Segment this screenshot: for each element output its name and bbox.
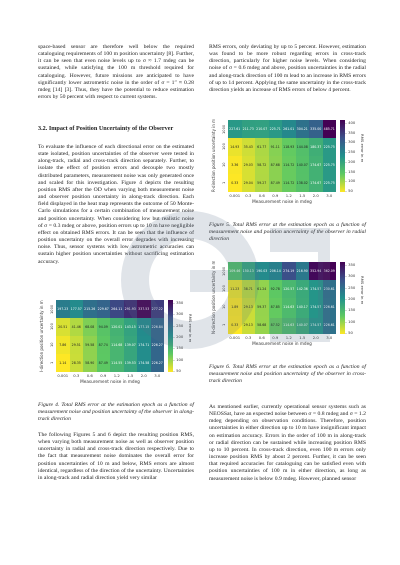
heatmap-cell: 58.72 bbox=[255, 156, 269, 174]
x-axis-label: Measurement noise in mdeg bbox=[252, 341, 312, 346]
colorbar-tick-label: – 100 bbox=[173, 356, 184, 362]
figure-5-caption bbox=[209, 222, 366, 243]
heatmap-cell: 225.75 bbox=[323, 138, 337, 156]
heatmap-cell: 140.07 bbox=[296, 316, 310, 334]
heatmap-cell: 0.33 bbox=[228, 174, 242, 192]
x-tick-label: 0.9 bbox=[100, 373, 107, 378]
heatmap-cell: 87.49 bbox=[97, 354, 111, 372]
y-tick-label: 10 bbox=[50, 342, 54, 348]
heatmap-cell: 362.09 bbox=[323, 262, 337, 280]
heatmap-cell: 206.14 bbox=[269, 262, 283, 280]
x-tick-label: 0.001 bbox=[57, 373, 69, 378]
y-tick-label: 1000 bbox=[222, 124, 226, 134]
heatmap-cell: 174.57 bbox=[309, 316, 323, 334]
heatmap-cell: 177.15 bbox=[137, 318, 151, 336]
heatmap-cell: 87.49 bbox=[269, 174, 283, 192]
x-tick-label: 1.2 bbox=[113, 373, 120, 378]
colorbar-tick-label: – 300 bbox=[173, 311, 184, 317]
heatmap-cell: 109.46 bbox=[228, 262, 242, 280]
y-tick-label: 1 bbox=[222, 181, 226, 185]
x-axis-label: Measurement noise in mdeg bbox=[80, 379, 140, 384]
x-tick-label: 0.6 bbox=[258, 335, 265, 340]
heatmap-cell: 61.24 bbox=[255, 280, 269, 298]
x-tick-label: 3.0 bbox=[326, 335, 333, 340]
heatmap-cell: 485.71 bbox=[323, 120, 337, 138]
y-axis-label: N-direction position uncertainty in m bbox=[211, 260, 216, 334]
heatmap-cell: 140.17 bbox=[296, 298, 310, 316]
colorbar-label: RMS error in m bbox=[360, 276, 365, 305]
heatmap-cell: 29.03 bbox=[242, 156, 256, 174]
figure-6-heatmap bbox=[208, 258, 368, 358]
colorbar-tick-label: – 150 bbox=[345, 307, 356, 313]
heatmap-cell: 114.72 bbox=[282, 156, 296, 174]
colorbar-label: RMS error in m bbox=[360, 134, 365, 163]
paragraph: As mentioned earlier, currently operational sensor systems such as NEOSSat, have an expected noise between σ = 0.8 mdeg and σ = 1.2 mdeg depending on observation conditions. Therefore, position uncertainties in either direction up to 10 m have insignificant impact on estimation accuracy. Errors in the order of 100 m in along-track or radial direction can be sustained while increasing position RMS up to 10 percent. In cross-track direction, even 100 m errors only increase position RMS by about 2 percent. Further, it can be seen that required accuracies for cataloguing can be satisfied even with position uncertainties of 100 m in either direction, as long as measurement noise is below 0.9 mdeg. However, planned sensor bbox=[209, 404, 366, 482]
y-tick-label: 100 bbox=[222, 143, 226, 151]
heatmap-cell: 140.07 bbox=[296, 156, 310, 174]
heatmap-cell: 138.02 bbox=[296, 174, 310, 192]
colorbar-tick-label: – 400 bbox=[345, 120, 356, 125]
heatmap-cell: 211.73 bbox=[242, 120, 256, 138]
x-tick-label: 2.0 bbox=[312, 193, 319, 198]
heatmap-cell: 261.01 bbox=[282, 120, 296, 138]
heatmap-cell: 264.11 bbox=[110, 300, 124, 318]
heatmap-cell: 225.75 bbox=[323, 174, 337, 192]
colorbar-tick-label: – 250 bbox=[173, 322, 184, 328]
heatmap-cell: 118.93 bbox=[282, 138, 296, 156]
colorbar-tick-label: – 100 bbox=[345, 178, 356, 184]
heatmap-cell: 20.51 bbox=[56, 318, 70, 336]
figure-4-caption bbox=[38, 402, 194, 423]
heatmap-cell: 38.71 bbox=[242, 280, 256, 298]
heatmap-cell: 120.57 bbox=[282, 280, 296, 298]
y-tick-label: 1000 bbox=[222, 266, 226, 276]
x-tick-label: 1.2 bbox=[285, 193, 292, 198]
heatmap-cell: 114.68 bbox=[110, 336, 124, 354]
figure-4-heatmap bbox=[36, 296, 196, 396]
paragraph: space-based sensor are therefore well below the required cataloguing requirements of 100 m position uncertainty [8]. Further, it can be seen that even noise levels up to σ ≈ 1.7 mdeg can be sustained, while satisfying the 100 m threshold required for cataloguing. However, future missions are anticipated to have significantly lower astrometric noise in the order of σ = 1″ ≈ 0.28 mdeg [14] [3]. Thus, they have the potential to reduce estimation errors by 50 percent with respect to current systems. bbox=[38, 44, 194, 101]
x-tick-label: 3.0 bbox=[154, 373, 161, 378]
colorbar-tick-label: – 50 bbox=[345, 330, 353, 335]
heatmap-grid bbox=[56, 300, 164, 372]
heatmap-cell: 142.36 bbox=[296, 280, 310, 298]
x-tick-label: 0.3 bbox=[73, 373, 80, 378]
heatmap-cell: 29.13 bbox=[242, 298, 256, 316]
section-heading-block bbox=[38, 125, 194, 132]
heatmap-cell: 352.94 bbox=[309, 262, 323, 280]
heatmap-cell: 150.13 bbox=[242, 262, 256, 280]
heatmap-cell: 29.04 bbox=[242, 174, 256, 192]
y-tick-label: 1 bbox=[222, 323, 226, 327]
heatmap-cell: 139.07 bbox=[124, 336, 138, 354]
x-tick-label: 0.3 bbox=[245, 335, 252, 340]
heatmap-cell: 291.93 bbox=[124, 300, 138, 318]
colorbar-tick-label: – 350 bbox=[345, 262, 356, 267]
colorbar-tick-label: – 250 bbox=[345, 284, 356, 290]
caption-text: Figure 4. Total RMS error at the estimation epoch as a function of measurement noise and position uncertainty of the observer in along-track direction bbox=[38, 402, 194, 422]
heatmap-cell: 59.58 bbox=[83, 336, 97, 354]
heatmap-cell: 216.90 bbox=[296, 262, 310, 280]
paragraph: RMS errors, only deviating by up to 5 percent. However, estimation was found to be more robust regarding errors in cross-track direction, particularly for higher noise levels. When considering noise of σ = 0.6 mdeg and above, position uncertainties in the radial and along-track direction of 100 m lead to an increase in RMS errors of up to 14 percent. Applying the same uncertainty in the cross-track direction yields an increase of RMS errors of below 4 percent. bbox=[209, 44, 366, 93]
x-tick-label: 2.0 bbox=[140, 373, 147, 378]
x-tick-label: 1.5 bbox=[299, 335, 306, 340]
heatmap-cell: 229.67 bbox=[97, 300, 111, 318]
heatmap-cell: 226.27 bbox=[151, 354, 165, 372]
left-column-bottom bbox=[38, 432, 194, 482]
colorbar-tick-label: – 150 bbox=[173, 345, 184, 351]
heatmap-cell: 1.14 bbox=[56, 354, 70, 372]
heatmap-cell: 59.37 bbox=[255, 298, 269, 316]
heatmap-cell: 174.67 bbox=[309, 174, 323, 192]
colorbar-tick-label: – 250 bbox=[345, 149, 356, 155]
left-column-body bbox=[38, 144, 194, 266]
colorbar-tick-label: – 100 bbox=[345, 318, 356, 324]
heatmap-cell: 277.22 bbox=[151, 300, 165, 318]
heatmap-cell: 3.36 bbox=[228, 156, 242, 174]
colorbar-tick-label: – 350 bbox=[173, 300, 184, 305]
x-tick-label: 0.9 bbox=[272, 193, 279, 198]
y-tick-label: 100 bbox=[222, 285, 226, 293]
heatmap-cell: 120.01 bbox=[110, 318, 124, 336]
heatmap-cell: 226.61 bbox=[323, 316, 337, 334]
heatmap-cell: 225.75 bbox=[323, 156, 337, 174]
heatmap-cell: 226.27 bbox=[151, 336, 165, 354]
heatmap-cell: 174.58 bbox=[137, 354, 151, 372]
y-axis-label: R-direction position uncertainty in m bbox=[211, 118, 216, 192]
heatmap-cell: 114.63 bbox=[282, 316, 296, 334]
heatmap-cell: 11.23 bbox=[228, 280, 242, 298]
heatmap-cell: 35.43 bbox=[242, 138, 256, 156]
right-column-top bbox=[209, 44, 366, 94]
heatmap-cell: 226.84 bbox=[151, 318, 165, 336]
heatmap-cell: 174.57 bbox=[309, 298, 323, 316]
x-tick-label: 3.0 bbox=[326, 193, 333, 198]
heatmap-cell: 29.51 bbox=[70, 336, 84, 354]
heatmap-cell: 197.23 bbox=[56, 300, 70, 318]
y-tick-label: 1 bbox=[50, 361, 54, 365]
heatmap-cell: 7.86 bbox=[56, 336, 70, 354]
heatmap-cell: 68.08 bbox=[83, 318, 97, 336]
x-tick-label: 0.001 bbox=[229, 193, 241, 198]
x-tick-label: 0.9 bbox=[272, 335, 279, 340]
x-tick-label: 2.0 bbox=[312, 335, 319, 340]
heatmap-cell: 215.26 bbox=[83, 300, 97, 318]
heatmap-cell: 210.07 bbox=[255, 120, 269, 138]
heatmap-cell: 337.53 bbox=[137, 300, 151, 318]
heatmap-cell: 177.57 bbox=[70, 300, 84, 318]
heatmap-cell: 304.21 bbox=[296, 120, 310, 138]
y-tick-label: 10 bbox=[222, 162, 226, 168]
x-tick-label: 1.2 bbox=[285, 335, 292, 340]
heatmap-cell: 139.53 bbox=[124, 354, 138, 372]
heatmap-cell: 180.37 bbox=[309, 138, 323, 156]
heatmap-cell: 92.78 bbox=[269, 280, 283, 298]
colorbar-tick-label: – 300 bbox=[345, 273, 356, 279]
section-heading: 3.2. Impact of Position Uncertainty of the Observer bbox=[38, 125, 174, 132]
heatmap-cell: 0.33 bbox=[228, 316, 242, 334]
figure-6-caption bbox=[209, 364, 366, 385]
heatmap-grid bbox=[228, 120, 336, 192]
heatmap-cell: 114.55 bbox=[110, 354, 124, 372]
heatmap-cell: 143.15 bbox=[124, 318, 138, 336]
right-column-bottom bbox=[209, 404, 366, 483]
heatmap-cell: 225.71 bbox=[269, 120, 283, 138]
x-tick-label: 1.5 bbox=[127, 373, 134, 378]
heatmap-cell: 87.68 bbox=[269, 156, 283, 174]
colorbar-tick-label: – 50 bbox=[345, 188, 353, 193]
heatmap-cell: 335.00 bbox=[309, 120, 323, 138]
colorbar-tick-label: – 200 bbox=[345, 158, 356, 164]
x-tick-label: 0.6 bbox=[258, 193, 265, 198]
heatmap-cell: 114.72 bbox=[282, 174, 296, 192]
colorbar-tick-label: – 200 bbox=[345, 296, 356, 301]
colorbar-tick-label: – 300 bbox=[345, 139, 356, 145]
y-tick-label: 100 bbox=[50, 323, 54, 331]
x-tick-label: 0.3 bbox=[245, 193, 252, 198]
heatmap-grid bbox=[228, 262, 336, 334]
heatmap-cell: 230.61 bbox=[323, 280, 337, 298]
colorbar-tick-label: – 150 bbox=[345, 168, 356, 174]
heatmap-cell: 28.35 bbox=[70, 354, 84, 372]
heatmap-cell: 226.61 bbox=[323, 298, 337, 316]
x-tick-label: 1.5 bbox=[299, 193, 306, 198]
heatmap-cell: 174.71 bbox=[137, 336, 151, 354]
y-tick-label: 10 bbox=[222, 304, 226, 310]
heatmap-cell: 87.52 bbox=[269, 316, 283, 334]
heatmap-cell: 59.27 bbox=[255, 174, 269, 192]
paragraph: To evaluate the influence of each directional error on the estimated state isolated, position uncertainties of the observer were tested in along-track, radial and cross-track direction separately. Further, to isolate the effect of position errors and decouple two mostly distributed parameters, measurement noise was only generated once and scaled for this investigation. Figure 4 depicts the resulting position RMS after the OD when varying both measurement noise and observer position uncertainty in along-track direction. Each field displayed in the heat map represents the outcome of 50 Monte-Carlo simulations for a certain combination of measurement noise and position uncertainty. When considering low but realistic noise of σ = 0.3 mdeg or above, position errors up to 10 m have negligible effect on obtained RMS errors. It can be seen that the influence of position uncertainty on the overall error degrades with increasing noise. Thus, sensor systems with low astrometric accuracies can sustain higher position uncertainties without sacrificing estimation accuracy. bbox=[38, 144, 194, 265]
colorbar-tick-label: – 50 bbox=[173, 368, 181, 373]
heatmap-cell: 29.13 bbox=[242, 316, 256, 334]
heatmap-cell: 61.77 bbox=[255, 138, 269, 156]
heatmap-cell: 91.11 bbox=[269, 138, 283, 156]
heatmap-cell: 190.03 bbox=[255, 262, 269, 280]
heatmap-cell: 14.93 bbox=[228, 138, 242, 156]
heatmap-cell: 58.90 bbox=[83, 354, 97, 372]
caption-text: Figure 6. Total RMS error at the estimation epoch as a function of measurement noise and position uncertainty of the observer in cross-track direction bbox=[209, 364, 366, 384]
colorbar-tick-label: – 200 bbox=[173, 334, 184, 339]
colorbar-label: RMS error in m bbox=[188, 314, 193, 343]
heatmap-cell: 227.61 bbox=[228, 120, 242, 138]
x-tick-label: 0.001 bbox=[229, 335, 241, 340]
y-tick-label: 1000 bbox=[50, 304, 54, 314]
heatmap-cell: 94.09 bbox=[97, 318, 111, 336]
heatmap-cell: 87.74 bbox=[97, 336, 111, 354]
x-axis-label: Measurement noise in mdeg bbox=[252, 199, 312, 204]
left-column bbox=[38, 44, 194, 101]
heatmap-cell: 274.19 bbox=[282, 262, 296, 280]
heatmap-cell: 41.46 bbox=[70, 318, 84, 336]
heatmap-cell: 114.63 bbox=[282, 298, 296, 316]
figure-5-heatmap bbox=[208, 116, 368, 216]
heatmap-cell: 174.57 bbox=[309, 280, 323, 298]
heatmap-cell: 174.67 bbox=[309, 156, 323, 174]
heatmap-cell: 87.85 bbox=[269, 298, 283, 316]
x-tick-label: 0.6 bbox=[86, 373, 93, 378]
colorbar-tick-label: – 350 bbox=[345, 129, 356, 135]
y-axis-label: I-direction position uncertainty in m bbox=[39, 300, 44, 372]
paragraph: The following Figures 5 and 6 depict the resulting position RMS, when varying both measurement noise as well as observer position uncertainty in radial and cross-track direction respectively. Due to the fact that measurement noise dominates the overall error for position uncertainties of 10 m and below, RMS errors are almost identical, regardless of the direction of the uncertainty. Uncertainties in along-track and radial direction yield very similar bbox=[38, 432, 194, 481]
caption-text: Figure 5. Total RMS error at the estimation epoch as a function of measurement noise and position uncertainty of the observer in radial direction bbox=[209, 222, 366, 242]
heatmap-cell: 1.89 bbox=[228, 298, 242, 316]
heatmap-cell: 58.68 bbox=[255, 316, 269, 334]
heatmap-cell: 144.08 bbox=[296, 138, 310, 156]
